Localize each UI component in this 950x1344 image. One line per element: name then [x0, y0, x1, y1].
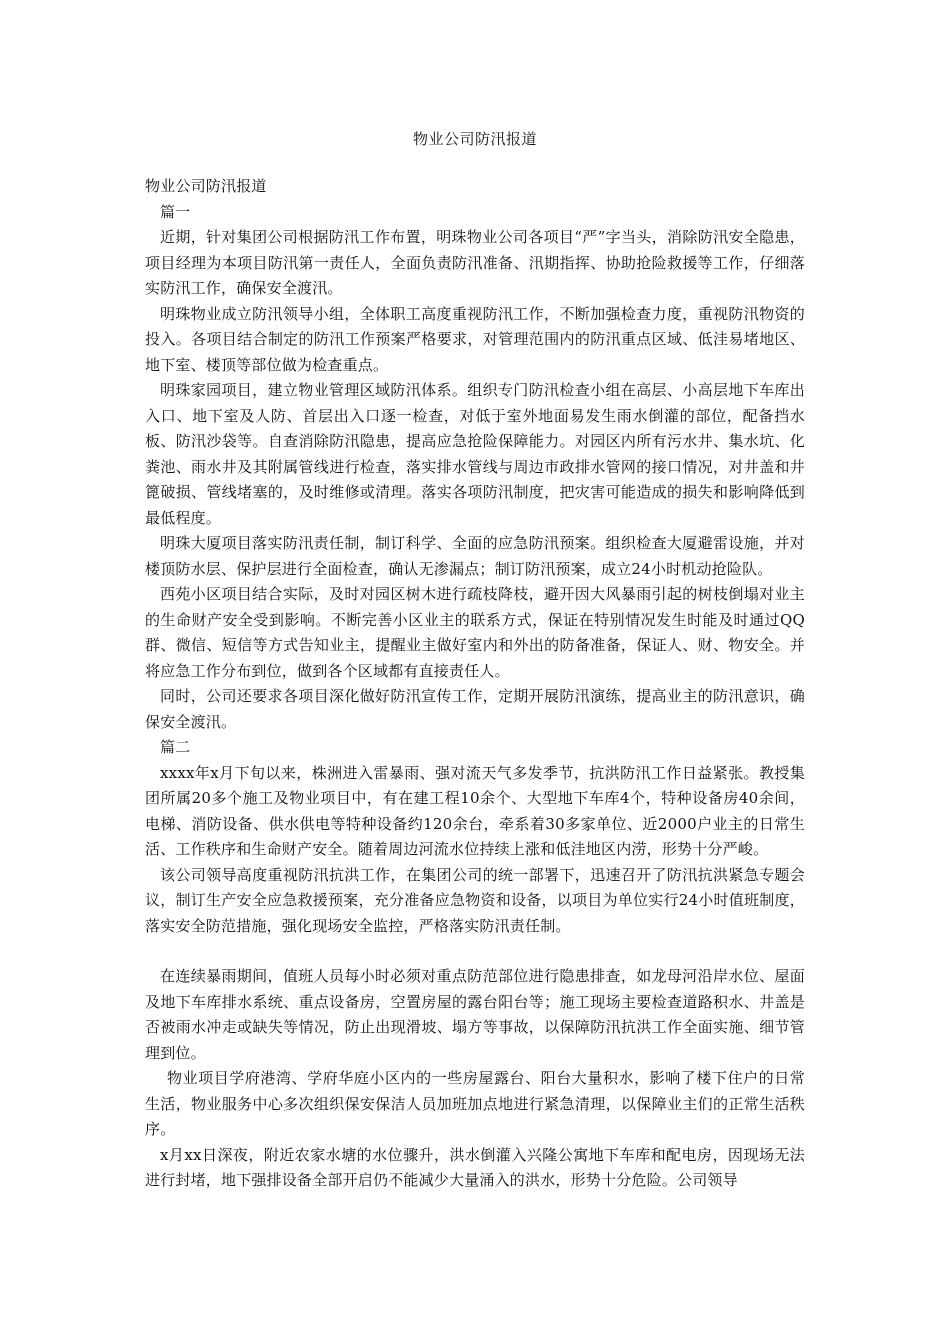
- document-body: [145, 174, 805, 1194]
- paragraph: 近期，针对集团公司根据防汛工作布置，明珠物业公司各项目“严”字当头，消除防汛安全隐患，项目经理为本项目防汛第一责任人，全面负责防汛准备、汛期指挥、协助抢险救援等工作，仔细落实防汛工作，确保安全渡汛。: [145, 228, 805, 297]
- paragraph: 在连续暴雨期间，值班人员每小时必须对重点防范部位进行隐患排查，如龙母河沿岸水位、屋面及地下车库排水系统、重点设备房，空置房屋的露台阳台等；施工现场主要检查道路积水、井盖是否被雨水冲走或缺失等情况，防止出现滑坡、塌方等事故，以保障防汛抗洪工作全面实施、细节管理到位。: [145, 967, 805, 1062]
- paragraph: 明珠大厦项目落实防汛责任制，制订科学、全面的应急防汛预案。组织检查大厦避雷设施，并对楼顶防水层、保护层进行全面检查，确认无渗漏点；制订防汛预案，成立24小时机动抢险队。: [145, 534, 805, 578]
- paragraph: 该公司领导高度重视防汛抗洪工作，在集团公司的统一部署下，迅速召开了防汛抗洪紧急专题会议，制订生产安全应急救援预案，充分准备应急物资和设备，以项目为单位实行24小时值班制度，落实安全防范措施，强化现场安全监控，严格落实防汛责任制。: [145, 865, 805, 935]
- paragraph: 物业项目学府港湾、学府华庭小区内的一些房屋露台、阳台大量积水，影响了楼下住户的日常生活，物业服务中心多次组织保安保洁人员加班加点地进行紧急清理，以保障业主们的正常生活秩序。: [145, 1069, 805, 1138]
- paragraph: 同时，公司还要求各项目深化做好防汛宣传工作，定期开展防汛演练，提高业主的防汛意识，确保安全渡汛。: [145, 687, 805, 731]
- paragraph: 明珠物业成立防汛领导小组，全体职工高度重视防汛工作，不断加强检查力度，重视防汛物资的投入。各项目结合制定的防汛工作预案严格要求，对管理范围内的防汛重点区域、低洼易堵地区、地下室、楼顶等部位做为检查重点。: [145, 304, 805, 374]
- section-heading-2: 篇二: [160, 738, 191, 756]
- document-subtitle: 物业公司防汛报道: [145, 177, 267, 195]
- document-title: 物业公司防汛报道: [412, 130, 537, 148]
- paragraph: 明珠家园项目，建立物业管理区域防汛体系。组织专门防汛检查小组在高层、小高层地下车库出入口、地下室及人防、首层出入口逐一检查，对低于室外地面易发生雨水倒灌的部位，配备挡水板、防汛沙袋等。自查消除防汛隐患，提高应急抢险保障能力。对园区内所有污水井、集水坑、化粪池、雨水井及其附属管线进行检查，落实排水管线与周边市政排水管网的接口情况，对井盖和井篦破损、管线堵塞的，及时维修或清理。落实各项防汛制度，把灾害可能造成的损失和影响降低到最低程度。: [145, 381, 805, 527]
- paragraph: xxxx年x月下旬以来，株洲进入雷暴雨、强对流天气多发季节，抗洪防汛工作日益紧张。教授集团所属20多个施工及物业项目中，有在建工程10余个、大型地下车库4个，特种设备房40余间，电梯、消防设备、供水供电等特种设备约120余台，牵系着30多家单位、近2000户业主的日常生活、工作秩序和生命财产安全。随着周边河流水位持续上涨和低洼地区内涝，形势十分严峻。: [145, 763, 805, 858]
- section-heading-1: 篇一: [160, 202, 191, 221]
- paragraph: x月xx日深夜，附近农家水塘的水位骤升，洪水倒灌入兴隆公寓地下车库和配电房，因现场无法进行封堵，地下强排设备全部开启仍不能减少大量涌入的洪水，形势十分危险。公司领导: [145, 1145, 805, 1189]
- paragraph: 西苑小区项目结合实际，及时对园区树木进行疏枝降枝，避开因大风暴雨引起的树枝倒塌对业主的生命财产安全受到影响。不断完善小区业主的联系方式，保证在特别情况发生时能及时通过QQ群、微信、短信等方式告知业主，提醒业主做好室内和外出的防备准备，保证人、财、物安全。并将应急工作分布到位，做到各个区域都有直接责任人。: [145, 585, 805, 680]
- blank-line: [145, 939, 805, 964]
